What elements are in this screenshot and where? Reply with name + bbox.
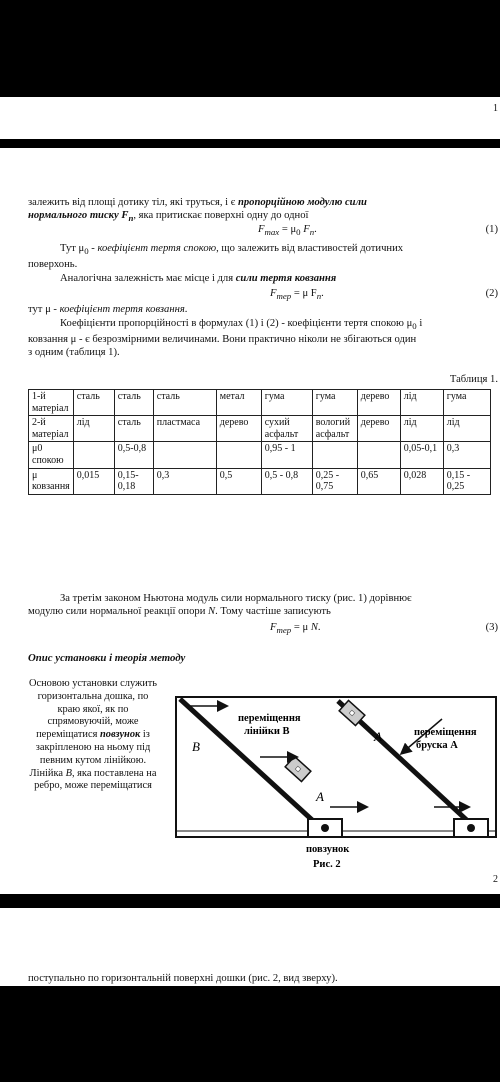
table-cell: 0,15 - 0,25 xyxy=(443,468,490,494)
page-1-fragment xyxy=(0,97,500,139)
table-cell xyxy=(312,442,357,468)
table-cell xyxy=(73,442,114,468)
table-cell: 0,5 xyxy=(216,468,261,494)
section-heading: Опис установки і теорія методу xyxy=(28,652,186,664)
table-cell xyxy=(153,442,216,468)
table-cell: 0,25 - 0,75 xyxy=(312,468,357,494)
table-cell: 0,95 - 1 xyxy=(261,442,312,468)
table-cell: лід xyxy=(443,416,490,442)
table-cell xyxy=(357,442,400,468)
page-number: 1 xyxy=(493,103,498,114)
table-cell: 0,028 xyxy=(400,468,443,494)
figure-2 xyxy=(170,693,500,878)
label-b: B xyxy=(192,739,200,754)
table-cell: сталь xyxy=(73,390,114,416)
table-cell: дерево xyxy=(357,390,400,416)
table-cell: 0,3 xyxy=(443,442,490,468)
paragraph-4: тут μ - коефіцієнт тертя ковзання. xyxy=(28,304,188,315)
table-row xyxy=(29,416,491,442)
table-caption: Таблиця 1. xyxy=(449,374,498,385)
equation-number-1: (1) xyxy=(485,224,498,235)
table-cell: сталь xyxy=(153,390,216,416)
table-cell: вологий асфальт xyxy=(312,416,357,442)
table-cell: μ ковзання xyxy=(29,468,74,494)
table-row xyxy=(29,468,491,494)
table-cell: μ0 спокою xyxy=(29,442,74,468)
table-row xyxy=(29,442,491,468)
label-ruler-move-1: переміщення xyxy=(238,713,301,724)
table-cell: сухий асфальт xyxy=(261,416,312,442)
equation-number-3: (3) xyxy=(485,622,498,633)
table-cell: 1-й матеріал xyxy=(29,390,74,416)
figure-caption: Рис. 2 xyxy=(313,859,341,870)
table-cell: 0,65 xyxy=(357,468,400,494)
label-ruler-move-2: лінійки B xyxy=(244,726,290,737)
label-block-move-1: переміщення xyxy=(414,727,477,738)
table-cell: 0,5-0,8 xyxy=(114,442,153,468)
table-cell: 0,3 xyxy=(153,468,216,494)
slider-pivot-left xyxy=(321,824,329,832)
equation-number-2: (2) xyxy=(485,288,498,299)
table-cell: гума xyxy=(261,390,312,416)
table-cell: 0,015 xyxy=(73,468,114,494)
paragraph-3: Аналогічна залежність має місце і для сили тертя ковзання xyxy=(60,273,337,284)
table-cell xyxy=(216,442,261,468)
table-cell: лід xyxy=(400,416,443,442)
formula-3: $F_{тер} = \mu$ N. xyxy=(270,622,321,636)
setup-description: Основою установки служить горизонтальна дошка, по краю якої, як по спрямовуючій, може переміщатися повзунок із закріпленою на ньому під певним кутом лінійкою. Лінійка B, яка поставлена на ребро, може переміщатися xyxy=(28,678,158,792)
table-cell: 0,15-0,18 xyxy=(114,468,153,494)
page-number: 2 xyxy=(493,874,498,885)
paragraph-6: За третім законом Ньютона модуль сили нормального тиску (рис. 1) дорівнює модулю сили нормальної реакції опори N. Тому частіше записують xyxy=(28,593,412,617)
table-row xyxy=(29,390,491,416)
slider-pivot-right xyxy=(467,824,475,832)
table-cell: дерево xyxy=(357,416,400,442)
table-cell: пластмаса xyxy=(153,416,216,442)
table-cell: гума xyxy=(312,390,357,416)
table-cell: 0,5 - 0,8 xyxy=(261,468,312,494)
formula-2: $F_{тер} = \mu$ $F_n$. xyxy=(270,288,324,302)
continuation-line: поступально по горизонтальній поверхні дошки (рис. 2, вид зверху). xyxy=(28,973,338,984)
friction-table xyxy=(28,389,491,495)
table-cell: сталь xyxy=(114,390,153,416)
table-cell: гума xyxy=(443,390,490,416)
table-cell: лід xyxy=(400,390,443,416)
formula-1: $F_{max} = \mu_0$ $F_n$. xyxy=(258,224,317,238)
table-cell: метал xyxy=(216,390,261,416)
table-cell: лід xyxy=(73,416,114,442)
page-2 xyxy=(0,148,500,894)
board-outline xyxy=(176,697,496,837)
label-slider: повзунок xyxy=(306,844,350,855)
block-a-lower xyxy=(285,756,311,781)
table-cell: дерево xyxy=(216,416,261,442)
paragraph-1: залежить від площі дотику тіл, які труться, і є пропорційною модулю сили нормального тиску $F_n$, яка притискає поверхні одну до одної xyxy=(28,197,367,224)
table-cell: 2-й матеріал xyxy=(29,416,74,442)
label-a-upper: A xyxy=(374,729,382,744)
table-cell: сталь xyxy=(114,416,153,442)
table-cell: 0,05-0,1 xyxy=(400,442,443,468)
paragraph-5: Коефіцієнти пропорційності в формулах (1) і (2) - коефіцієнти тертя спокою $\mu_0$ і ковзання μ - є безрозмірними величинами. Вони практично ніколи не збігаються один з одним (таблиця 1). xyxy=(28,318,423,359)
label-block-move-2: бруска A xyxy=(416,740,458,751)
page-3-fragment xyxy=(0,908,500,986)
paragraph-2: Тут $\mu_0$ - коефіцієнт тертя спокою, що залежить від властивостей дотичних поверхонь. xyxy=(28,243,404,271)
label-a-lower: A xyxy=(316,789,324,804)
